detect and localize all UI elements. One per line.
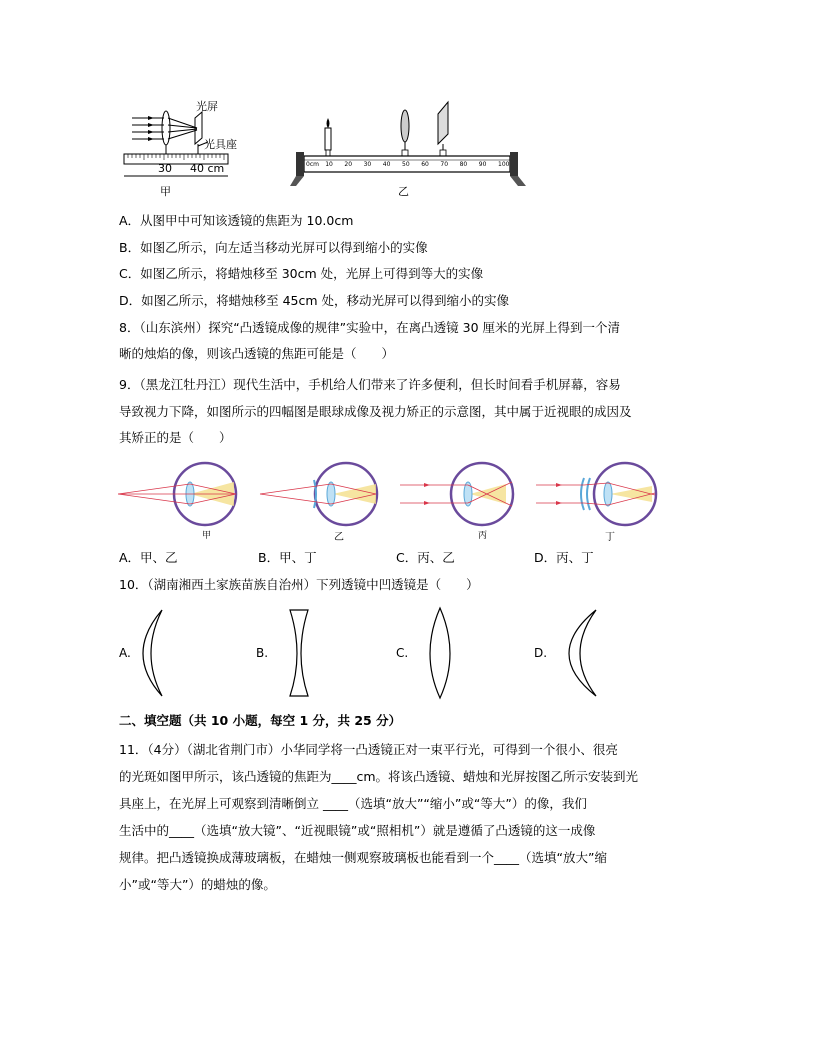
- q11-line-5: 规律。把凸透镜换成薄玻璃板，在蜡烛一侧观察玻璃板也能看到一个____（选填“放大”缩: [119, 850, 607, 865]
- ruler-tick-label: 30: [363, 161, 372, 168]
- q9-line-2: 导致视力下降，如图所示的四幅图是眼球成像及视力矫正的示意图，其中属于近视眼的成因及: [119, 404, 632, 419]
- figure-yi: [290, 100, 530, 190]
- eye-caption-ding: 丁: [605, 532, 615, 543]
- lens-a-shape: [143, 610, 162, 696]
- ruler-tick-label: 20: [344, 161, 353, 168]
- q8-line-2: 晰的烛焰的像，则该凸透镜的焦距可能是（ ）: [119, 346, 395, 361]
- figure-jia-caption: 甲: [160, 185, 171, 198]
- ruler-tick-label: 70: [440, 161, 449, 168]
- ruler-tick-label: 40: [382, 161, 391, 168]
- ruler-tick-label: 90: [478, 161, 487, 168]
- eye-caption-bing: 丙: [478, 531, 488, 541]
- lens-label-b: B.: [256, 646, 269, 660]
- ruler-tick-label: 80: [459, 161, 468, 168]
- q9-option-c: C．丙、乙: [396, 550, 455, 565]
- q11-line-2: 的光斑如图甲所示，该凸透镜的焦距为____cm。将该凸透镜、蜡烛和光屏按图乙所示安装到光: [119, 769, 639, 784]
- figure-yi-drawing: [290, 100, 530, 190]
- q9-option-a: A．甲、乙: [119, 550, 178, 565]
- lens-options: [118, 606, 618, 700]
- eye-caption-yi: 乙: [334, 532, 344, 543]
- q7-option-d: D．如图乙所示，将蜡烛移至 45cm 处，移动光屏可以得到缩小的实像: [119, 293, 510, 308]
- screen-label: 光屏: [196, 100, 218, 113]
- q11-line-1: 11．（4分）（湖北省荆门市）小华同学将一凸透镜正对一束平行光，可得到一个很小、很亮: [119, 742, 618, 757]
- eye-diagrams-drawing: [118, 458, 668, 544]
- lens-label-a: A.: [119, 646, 131, 660]
- tick-30-label: 30: [158, 162, 172, 175]
- eye-ding: [536, 463, 656, 525]
- q7-option-a: A．从图甲中可知该透镜的焦距为 10.0cm: [119, 213, 354, 228]
- ruler-tick-label: 10: [325, 161, 333, 168]
- q7-option-c: C．如图乙所示，将蜡烛移至 30cm 处，光屏上可得到等大的实像: [119, 266, 484, 281]
- q9-option-d: D．丙、丁: [534, 550, 594, 565]
- lens-c-shape: [430, 608, 450, 698]
- ruler-tick-label: 0cm: [306, 161, 319, 168]
- q11-line-6: 小”或“等大”）的蜡烛的像。: [119, 877, 276, 892]
- lens-d-shape: [569, 610, 596, 696]
- q9-line-1: 9．（黑龙江牡丹江）现代生活中，手机给人们带来了许多便利，但长时间看手机屏幕，容易: [119, 377, 621, 392]
- figure-jia: [120, 98, 260, 198]
- eye-yi: [260, 463, 377, 525]
- tick-40cm-label: 40 cm: [190, 162, 225, 175]
- eye-jia: [118, 463, 236, 525]
- q9-line-3: 其矫正的是（ ）: [119, 430, 232, 445]
- ruler-tick-label: 60: [421, 161, 429, 168]
- figure-jia-drawing: [120, 98, 260, 198]
- lens-label-d: D.: [534, 646, 548, 660]
- q7-option-b: B．如图乙所示，向左适当移动光屏可以得到缩小的实像: [119, 240, 428, 255]
- lens-label-c: C.: [396, 646, 409, 660]
- eye-diagrams: [118, 458, 668, 544]
- section-2-heading: 二、填空题（共 10 小题，每空 1 分，共 25 分）: [119, 713, 402, 728]
- ruler-tick-label: 50: [402, 161, 410, 168]
- q8-line-1: 8．（山东滨州）探究“凸透镜成像的规律”实验中，在离凸透镜 30 厘米的光屏上得到一个清: [119, 320, 621, 335]
- q9-option-b: B．甲、丁: [258, 550, 317, 565]
- figure-yi-caption: 乙: [398, 185, 409, 198]
- bench-ruler-ticks: [306, 161, 510, 176]
- bench-label: 光具座: [204, 138, 237, 151]
- lens-b-shape: [290, 610, 308, 696]
- q10-line-1: 10．（湖南湘西土家族苗族自治州）下列透镜中凹透镜是（ ）: [119, 577, 479, 592]
- ruler-tick-label: 100: [498, 161, 510, 168]
- eye-bing: [400, 463, 513, 525]
- q11-line-4: 生活中的____（选填“放大镜”、“近视眼镜”或“照相机”）就是遵循了凸透镜的这一成像: [119, 823, 596, 838]
- q11-line-3: 具座上，在光屏上可观察到清晰倒立 ____（选填“放大”“缩小”或“等大”）的像，我们: [119, 796, 587, 811]
- eye-caption-jia: 甲: [202, 531, 212, 541]
